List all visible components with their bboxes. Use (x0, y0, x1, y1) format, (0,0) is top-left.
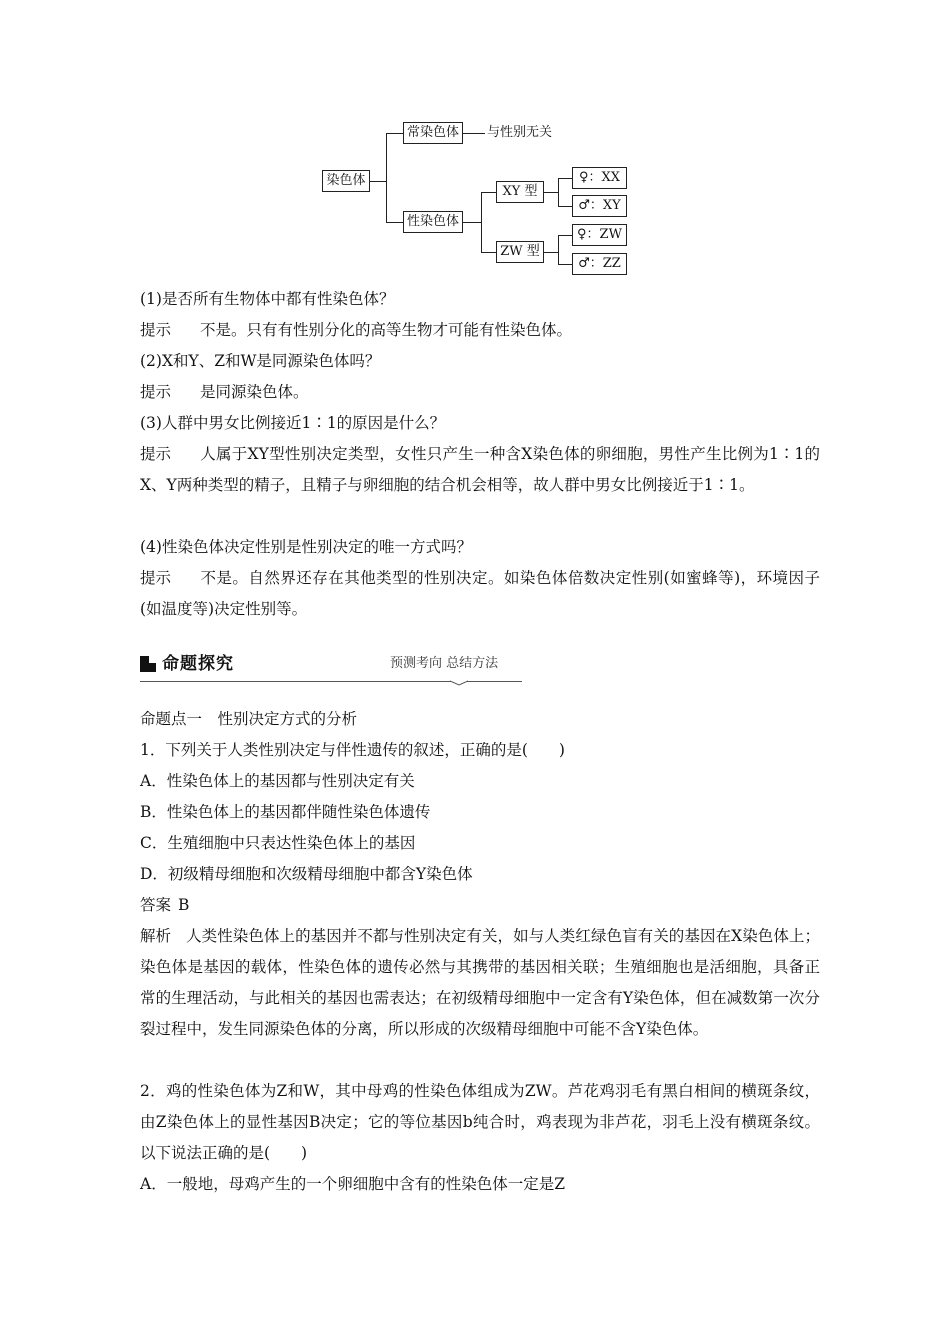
analysis (140, 921, 820, 1045)
section-subtitle: 预测考向 总结方法 (390, 656, 499, 671)
proposition-point: 命题点一 性别决定方式的分析 (140, 710, 358, 728)
hint-1 (140, 315, 820, 346)
answer-label: 答案 (140, 896, 172, 914)
diagram-zw-type-box: ZW 型 (496, 241, 544, 263)
answer-value: B (178, 896, 190, 914)
hint-label: 提示 (140, 445, 172, 463)
diagram-root-box: 染色体 (322, 170, 370, 192)
diagram-xy-type-box: XY 型 (496, 181, 544, 203)
diagram-autosome-note: 与性别无关 (487, 125, 553, 140)
hint-4 (140, 563, 820, 625)
question-3: (3)人群中男女比例接近1∶1的原因是什么？ (140, 414, 446, 432)
analysis-label: 解析 (140, 927, 172, 945)
diagram-xy-male-box: ♂：XY (572, 195, 627, 217)
question-stem: 2．鸡的性染色体为Z和W，其中母鸡的性染色体组成为ZW。芦花鸡羽毛有黑白相间的横斑条纹，由Z染色体上的显性基因B决定；它的等位基因b纯合时，鸡表现为非芦花，羽毛上没有横斑条纹。以下说法正确的是( ) (140, 1082, 820, 1162)
question-1: (1)是否所有生物体中都有性染色体？ (140, 290, 395, 308)
section-header (140, 652, 522, 688)
option-a: A．性染色体上的基因都与性别决定有关 (140, 772, 415, 790)
question-2: (2)X和Y、Z和W是同源染色体吗？ (140, 352, 381, 370)
hint-text: 不是。只有有性别分化的高等生物才可能有性染色体。 (200, 321, 573, 339)
option-b: B．性染色体上的基因都伴随性染色体遗传 (140, 803, 431, 821)
question-4: (4)性染色体决定性别是性别决定的唯一方式吗？ (140, 538, 472, 556)
hint-text: 不是。自然界还存在其他类型的性别决定。如染色体倍数决定性别(如蜜蜂等)，环境因子(如温度等)决定性别等。 (140, 569, 820, 618)
hint-label: 提示 (140, 569, 172, 587)
hint-label: 提示 (140, 383, 172, 401)
question-stem: 1．下列关于人类性别决定与伴性遗传的叙述，正确的是( ) (140, 741, 565, 759)
hint-text: 人属于XY型性别决定类型，女性只产生一种含X染色体的卵细胞，男性产生比例为1∶1的X、Y两种类型的精子，且精子与卵细胞的结合机会相等，故人群中男女比例接近于1∶1。 (140, 445, 820, 494)
hint-2 (140, 377, 820, 408)
option-d: D．初级精母细胞和次级精母细胞中都含Y染色体 (140, 865, 473, 883)
hint-label: 提示 (140, 321, 172, 339)
diagram-autosome-box: 常染色体 (403, 122, 463, 144)
analysis-text: 人类性染色体上的基因并不都与性别决定有关，如与人类红绿色盲有关的基因在X染色体上；染色体是基因的载体，性染色体的遗传必然与其携带的基因相关联；生殖细胞也是活细胞，具备正常的生理活动，与此相关的基因也需表达；在初级精母细胞中一定含有Y染色体，但在减数第一次分裂过程中，发生同源染色体的分离，所以形成的次级精母细胞中可能不含Y染色体。 (140, 927, 820, 1038)
diagram-zw-male-box: ♂：ZZ (572, 253, 627, 275)
answer (140, 890, 820, 921)
diagram-zw-female-box: ♀：ZW (572, 224, 627, 246)
option-a: A．一般地，母鸡产生的一个卵细胞中含有的性染色体一定是Z (140, 1175, 565, 1193)
diagram-sex-chromosome-box: 性染色体 (403, 211, 463, 233)
hint-text: 是同源染色体。 (200, 383, 309, 401)
hint-3 (140, 439, 820, 501)
section-title: 命题探究 (162, 654, 234, 674)
sex-chromosome-diagram (0, 0, 950, 290)
divider-notch-icon (450, 676, 468, 686)
diagram-xy-female-box: ♀：XX (572, 167, 627, 189)
section-mark-icon (140, 656, 156, 672)
option-c: C．生殖细胞中只表达性染色体上的基因 (140, 834, 416, 852)
